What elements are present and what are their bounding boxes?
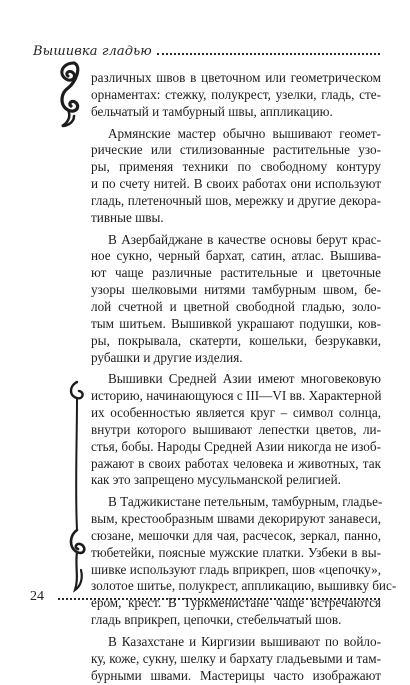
text-line: В Казахстане и Киргизии вышивают по войло- <box>108 634 381 649</box>
text-line: золотое шитье, полукрест, аппликацию, вышивку бис- <box>91 578 397 594</box>
text-line: тивные швы. <box>91 209 164 225</box>
text-line: Армянские мастер обычно вышивают геомет- <box>108 125 381 141</box>
text-line: В Таджикистане петельным, тамбурным, гладье- <box>108 494 383 510</box>
text-line: внутри которого вышивают лепестки цветов, ли- <box>91 421 381 437</box>
footer-dotted-rule <box>58 598 380 600</box>
text-line: ное сукно, черный бархат, сатин, атлас. Вышива- <box>91 248 381 264</box>
text-line: Вышивки Средней Азии имеют многовековую <box>108 371 381 387</box>
flourish-scroll-icon-side <box>65 380 89 600</box>
text-line: ражают в своих работах человека и животных, так <box>91 455 381 471</box>
text-line: шивке используют гладь вприкреп, шов «цепочку», <box>91 561 381 577</box>
text-line: бурными швами. Мастерицы часто изображают <box>91 667 381 683</box>
text-line: тюбетейки, поясные мужские платки. Узбеки в вы- <box>91 544 381 560</box>
text-line: сюзане, мешочки для чая, расчесок, зеркал, панно, <box>91 527 381 543</box>
text-line: их особенностью является круг – символ солнца, <box>91 405 381 421</box>
text-line: бельчатый и тамбурный швы, аппликацию. <box>91 103 333 119</box>
header-dotted-rule <box>157 53 380 55</box>
text-line: ры, покрывала, скатерти, кошельки, безрукавки, <box>91 332 381 348</box>
text-line: ером, крест. В Туркменистане чаще встречаются <box>91 595 381 611</box>
page-number: 24 <box>30 589 44 604</box>
text-line: В Азербайджане в качестве основы берут крас- <box>108 231 381 247</box>
text-line: рубашки и другие изделия. <box>91 349 243 365</box>
text-line: лой счетной и цветной свободной гладью, золо- <box>91 298 381 314</box>
flourish-scroll-icon <box>54 60 88 130</box>
text-line: гладь вприкреп, цепочки, стебельчатый шов. <box>91 612 342 628</box>
text-line: ры, применяя техники по свободному контуру <box>91 159 381 175</box>
body-text <box>91 70 397 685</box>
text-line: вым, крестообразным швами декорируют занавеси, <box>91 511 381 527</box>
text-line: ют чаще различные растительные и цветочные <box>91 265 381 281</box>
text-line: узоры шелковыми нитями тамбурным швом, бе- <box>91 282 381 298</box>
text-line: рические или стилизованные растительные узо- <box>91 142 381 158</box>
running-title: Вышивка гладью <box>33 44 152 59</box>
text-line: и по счету нитей. В своих работах они используют <box>91 176 381 192</box>
text-line: различных швов в цветочном или геометрическом <box>91 70 381 85</box>
text-line: историю, начинающуюся с III—VI вв. Характерной <box>91 388 382 404</box>
text-line: орнаментах: стежку, полукрест, узелки, гладь, сте- <box>91 86 381 102</box>
text-line: стья, бобы. Народы Средней Азии никогда не изоб- <box>91 438 381 454</box>
text-line: как это запрещено мусульманской религией. <box>91 472 341 488</box>
text-line: тым шитьем. Вышивкой украшают подушки, ков- <box>91 315 381 331</box>
text-line: ку, коже, сукну, шелку и бархату гладьевыми и там- <box>91 650 381 666</box>
text-line: гладь, плетеночный шов, мережку и другие декора- <box>91 192 381 208</box>
